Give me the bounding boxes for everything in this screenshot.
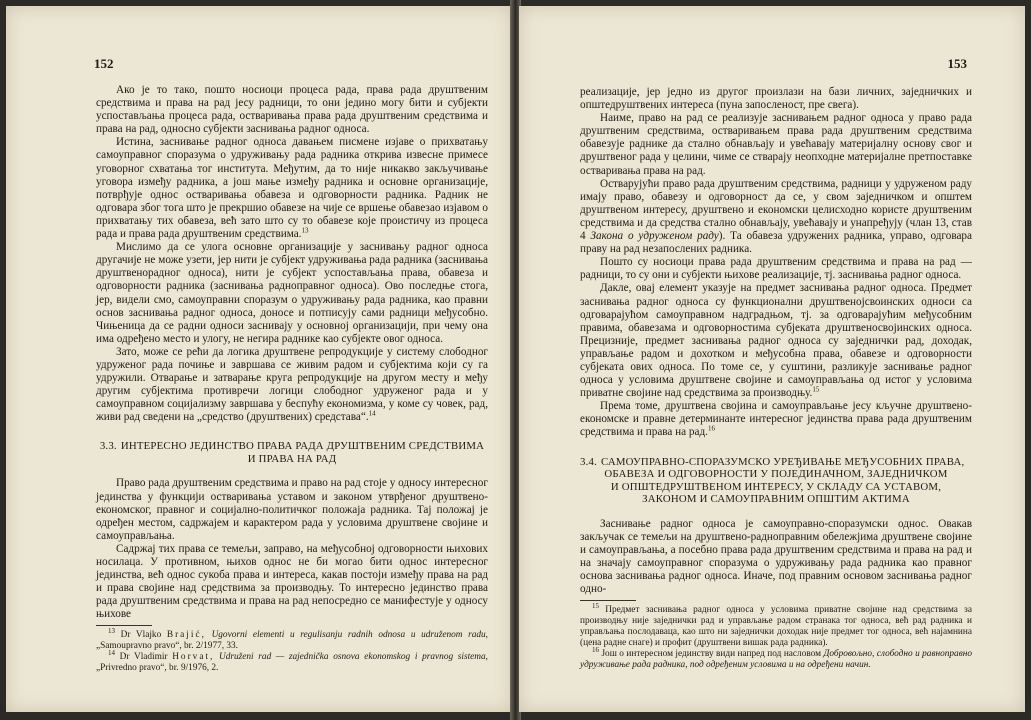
footnote-13: $^{13}$ Dr Vlajko Brajić, Ugovorni elementi u regulisanju radnih odnosa u udruženom radu, „Samoupravno pravo“, br. 2/1977, 33. (96, 627, 488, 652)
left-text-column (96, 84, 488, 674)
footnote-ref: 14 (368, 409, 376, 418)
paragraph: Према томе, друштвена својина и самоуправљање јесу кључне друштвено-економске и правне детерминанте интересног јединства права рада друштвеним средствима и права на рад.$^{16}$ (580, 400, 972, 439)
left-page (6, 6, 512, 712)
section-heading-3-3 (96, 440, 488, 465)
section-number: 3.4. (580, 455, 597, 468)
page-number-right: 153 (947, 56, 967, 71)
paragraph: Ако је то тако, пошто носиоци процеса рада, права рада друштвеним средствима и права на рад јесу радници, то они једино могу бити и субјекти успостављања процеса рада, остваривања права рада друштвеним средствима и права на рад, односно субјекти заснивања радног односа. (96, 84, 488, 136)
paragraph: Дакле, овај елемент указује на предмет заснивања радног односа. Предмет заснивања радног односа су функционални друштвенојсвоинских односи са одговарајућом самоуправном надградњом, тј. за одговарајућим међусобним правима, обавезама и одговорностима субјеката друштвеносвојинских односа. Прецизније, предмет заснивања радног односа су заједнички рад, доходак, управљање радом и дохотком и међусобна права, обавезе и одговорности субјеката ових односа. По томе се, у суштини, разликује заснивање радног односа у условима друштвене својине и самоуправљања од истог у условима приватне својине над средствима за производњу.$^{15}$ (580, 282, 972, 400)
right-text-column (580, 86, 972, 671)
paragraph: Остварујући право рада друштвеним средствима, радници у удруженом раду имају право, обавезу и одговорност да се, у свом заједничком и општем друштвеном интересу, друштвено и економски целисходно користе друштвеним средствима и да средства стално обнављају, увећавају и унапређују (члан 13, став 4 Закона о удруженом раду). Та обавеза удружених радника, управо, одговара праву на рад незапослених радника. (580, 177, 972, 256)
footnote-ref: 13 (301, 226, 309, 235)
section-heading-3-4 (580, 456, 972, 506)
paragraph: Заснивање радног односа је самоуправно-споразумски однос. Овакав закључак се темељи на друштвено-радноправним обележјима друштвене својине и самоуправљања, а посебно права рада друштвеним средствима и права на рад и на значају самоуправног споразума о удруживању рада радника као правног основа заснивања радног односа. Иначе, под правним основом заснивања радног одно- (580, 517, 972, 595)
paragraph: Наиме, право на рад се реализује заснивањем радног односа у право рада друштвеним средствима, остваривањем права рада друштвеним средствима обавезује раднике да стално обнављају и увећавају материјалну основу свог и друштвеног рада у целини, чиме се стварају неопходне материјалне претпоставке остваривања права на рад. (580, 112, 972, 177)
paragraph: Зато, може се рећи да логика друштвене репродукције у систему слободног удруженог рада почиње и завршава се живим радом и субјектима који су га удружили. Отварање и затварање круга репродукције на другом месту и међу другим субјектима противречи логици слободног удруженог рада и у самоуправном социјализму завршава у беспућу економизма, у коме су човек, рад, живи рад сведени на „средство (друштвених) средстава“.$^{14}$ (96, 345, 488, 424)
paragraph: Садржај тих права се темељи, заправо, на међусобној одговорности њихових носилаца. У противном, њихов однос не би могао бити однос интересног јединства, већ однос сукоба права и интереса, какав постоји између права на рад и права својине над средствима за производњу. То интересно јединство права рада друштвеним средствима и права на рад непосредно се манифестује у односу њихове (96, 542, 488, 621)
heading-line: И ПРАВА НА РАД (247, 452, 337, 465)
heading-line: ОБАВЕЗА И ОДГОВОРНОСТИ У ПОЈЕДИНАЧНОМ, ЗАЈЕДНИЧКОМ (604, 468, 948, 481)
footnote-divider (580, 600, 636, 601)
heading-line: И ОПШТЕДРУШТВЕНОМ ИНТЕРЕСУ, У СКЛАДУ СА УСТАВОМ, (610, 480, 942, 493)
paragraph: Мислимо да се улога основне организације у заснивању радног односа другачије не може узети, јер нити је субјект удруживања рада радника (заснивања друштвенорадног односа), нити је субјект успостављања права, обавеза и одговорности радника (заснивања радноправног односа). Ово последње стога, јер, видели смо, самоуправни споразум о удруживању рада радника, као правни основ заснивања радног односа, доносе и потписују сами радници међусобно. Чињеница да се радни односи заснивају у основној организацији, при чему она има одређено место и улогу, не негира раднике као субјекте овог односа. (96, 241, 488, 345)
footnote-ref: 15 (812, 385, 820, 394)
paragraph: Право рада друштвеним средствима и право на рад стоје у односу интересног јединства у функцији остваривања уставом и законом утврђеног друштвено-економског, правног и социјално-политичког положаја радника. Тај положај је одређен местом, садржајем и карактером рада у условима друштвене својине и самоуправљања. (96, 477, 488, 542)
footnote-15: $^{15}$ Предмет заснивања радног односа у условима приватне својине над средствима за производњу није заједнички рад и управљање радом странака тог односа, већ рад радника и управљања послодаваца, као што ни заједнички доходак није предмет тог односа, већ најамнина (цена радне снаге) и профит (друштвени вишак рада радника). (580, 602, 972, 649)
heading-line: САМОУПРАВНО-СПОРАЗУМСКО УРЕЂИВАЊЕ МЕЂУСОБНИХ ПРАВА, (601, 455, 965, 468)
footnote-16: $^{16}$ Још о интересном јединству види напред под насловом Добровољно, слободно и равноправно удруживање рада радника, под одређеним условима и на одређени начин. (580, 646, 972, 671)
right-page (519, 6, 1025, 712)
heading-line: ИНТЕРЕСНО ЈЕДИНСТВО ПРАВА РАДА ДРУШТВЕНИМ СРЕДСТВИМА (120, 440, 485, 453)
footnote-14: $^{14}$ Dr Vladimir Horvat, Udruženi rad — zajednička osnova ekonomskog i pravnog sistema, „Privredno pravo“, br. 9/1976, 2. (96, 649, 488, 674)
paragraph: реализације, јер једно из другог произлази на бази личних, заједничких и општедруштвених интереса (пуна запосленост, пре свега). (580, 86, 972, 112)
footnote-divider (96, 625, 152, 626)
heading-line: ЗАКОНОМ И САМОУПРАВНИМ ОПШТИМ АКТИМА (642, 493, 910, 506)
footnote-ref: 16 (707, 424, 715, 433)
paragraph: Истина, заснивање радног односа давањем писмене изјаве о прихватању самоуправног споразума о удруживању рада радника открива извесне примесе уговорног схватања тог института. Међутим, да то није никакво закључивање уговора између радника, а још мање између радника и основне организације, потврђује однос остваривања обавеза и одговорности радника. Радник не одговара због тога што је прекршио обавезе на чије се вршење обавезао изјавом о прихватању тих обавеза, већ зато што су то обавезе које проистичу из процеса рада и права рада друштвеним средствима.$^{13}$ (96, 136, 488, 241)
paragraph: Пошто су носиоци права рада друштвеним средствима и права на рад — радници, то су они и субјекти њихове реализације, тј. заснивања радног односа. (580, 256, 972, 282)
page-number-left: 152 (94, 56, 114, 71)
section-number: 3.3. (99, 440, 117, 453)
